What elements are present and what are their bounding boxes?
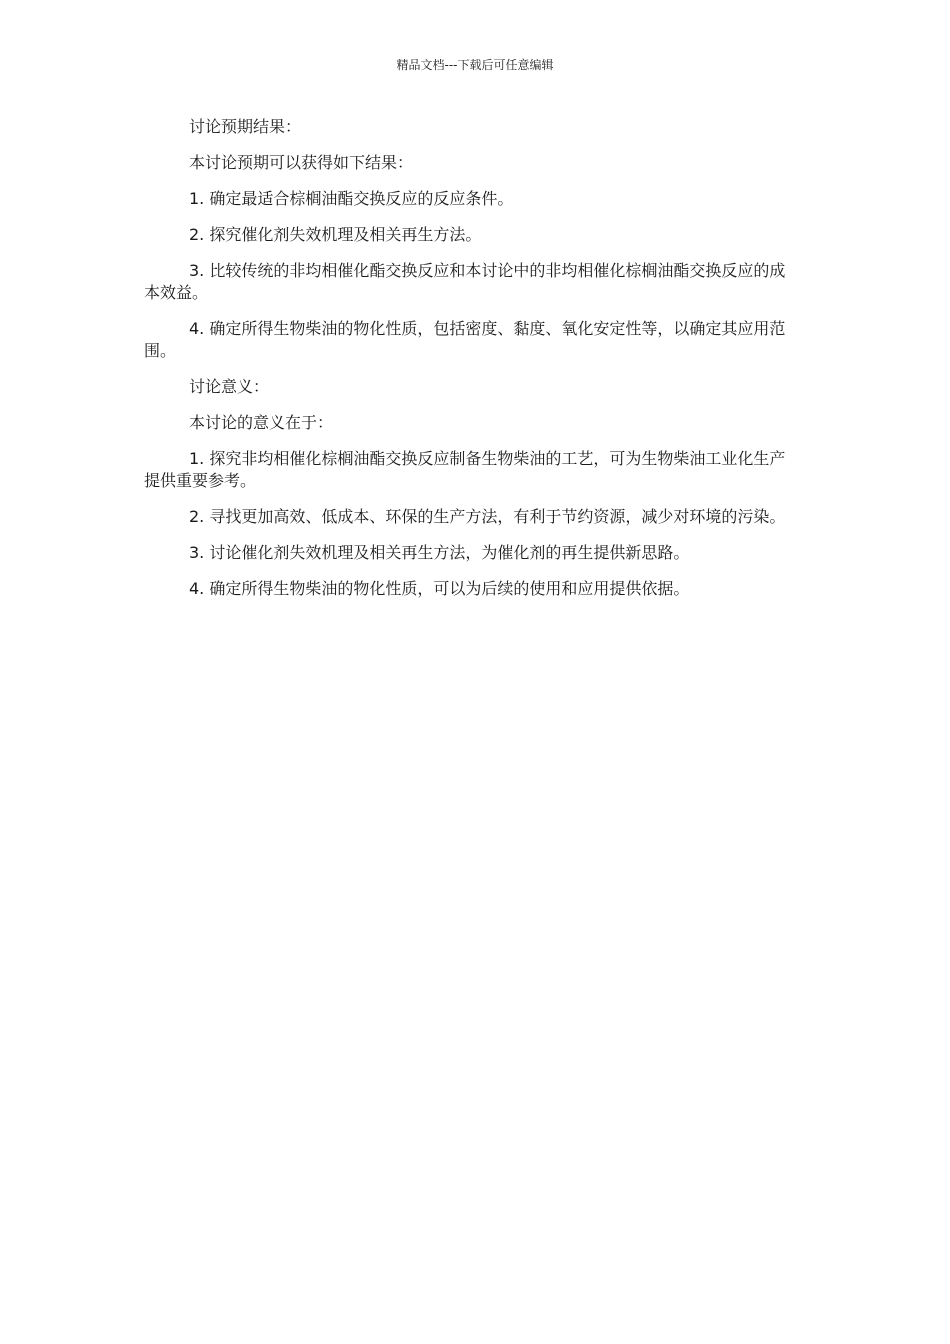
paragraph-intro-significance: 本讨论的意义在于： [189, 413, 334, 432]
list-item-significance-1: 1. 探究非均相催化棕榈油酯交换反应制备生物柴油的工艺，可为生物柴油工业化生产提供重要参考。 [144, 449, 786, 490]
page-header: 精品文档---下载后可任意编辑 [396, 58, 554, 72]
section-heading-significance: 讨论意义： [189, 377, 270, 396]
paragraph-intro-results: 本讨论预期可以获得如下结果： [189, 153, 414, 172]
list-item-significance-4: 4. 确定所得生物柴油的物化性质，可以为后续的使用和应用提供依据。 [189, 579, 690, 598]
list-item-result-2: 2. 探究催化剂失效机理及相关再生方法。 [189, 225, 482, 244]
document-body [144, 116, 792, 614]
list-item-significance-3: 3. 讨论催化剂失效机理及相关再生方法，为催化剂的再生提供新思路。 [189, 543, 690, 562]
section-heading-expected-results: 讨论预期结果： [189, 117, 302, 136]
list-item-result-1: 1. 确定最适合棕榈油酯交换反应的反应条件。 [189, 189, 514, 208]
list-item-result-4: 4. 确定所得生物柴油的物化性质，包括密度、黏度、氧化安定性等，以确定其应用范围。 [144, 319, 786, 360]
list-item-significance-2: 2. 寻找更加高效、低成本、环保的生产方法，有利于节约资源，减少对环境的污染。 [189, 507, 786, 526]
list-item-result-3: 3. 比较传统的非均相催化酯交换反应和本讨论中的非均相催化棕榈油酯交换反应的成本效益。 [144, 261, 786, 302]
